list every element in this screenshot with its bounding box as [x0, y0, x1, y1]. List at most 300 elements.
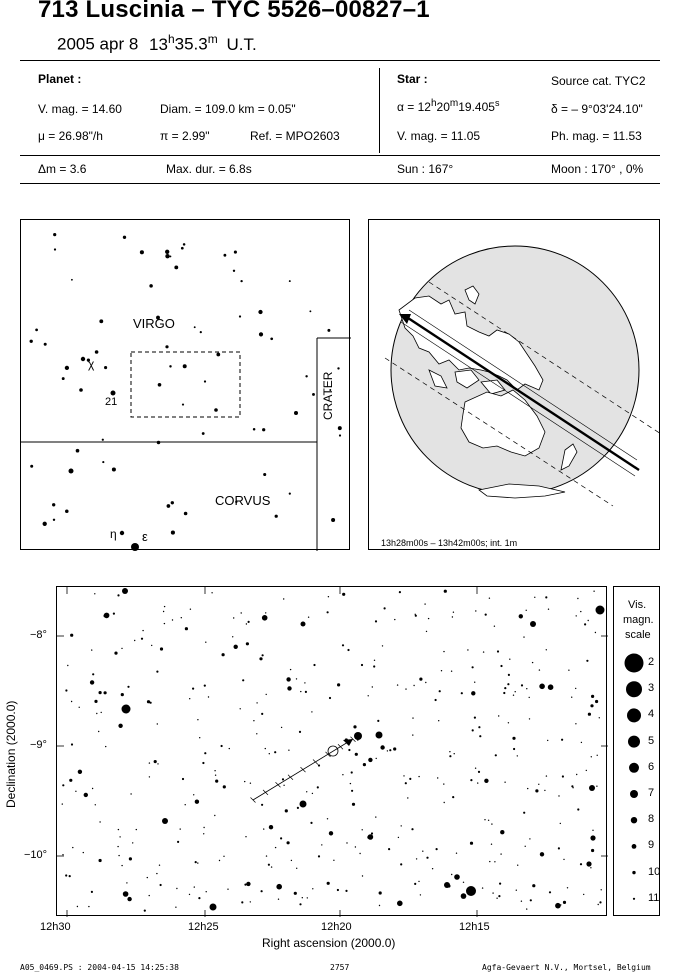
- field-star: [118, 724, 122, 728]
- path-time-mark: [338, 744, 343, 749]
- field-star: [84, 793, 88, 797]
- field-star: [425, 682, 426, 683]
- field-star: [310, 822, 312, 824]
- planet-mu: μ = 26.98"/h: [38, 129, 103, 143]
- field-star: [526, 688, 527, 689]
- label-eta: η: [110, 527, 117, 541]
- finder-star: [214, 408, 218, 412]
- field-star: [287, 841, 290, 844]
- field-star: [376, 732, 383, 739]
- finder-star: [339, 434, 341, 436]
- scale-label: 9: [648, 839, 655, 852]
- field-star: [593, 591, 594, 592]
- field-star: [259, 657, 262, 660]
- field-star: [504, 782, 505, 783]
- finder-star: [171, 501, 174, 504]
- field-star: [177, 841, 179, 843]
- field-star: [304, 682, 305, 683]
- field-star: [484, 779, 488, 783]
- planet-parallax: π = 2.99": [160, 129, 210, 143]
- field-star: [601, 889, 602, 890]
- field-star: [69, 875, 71, 877]
- event-datetime: [57, 32, 257, 55]
- field-star: [599, 717, 600, 718]
- field-star: [160, 884, 162, 886]
- field-star: [494, 861, 495, 862]
- finder-star: [99, 319, 103, 323]
- finder-chart: [20, 219, 350, 550]
- field-star: [117, 594, 119, 596]
- finder-star: [131, 543, 139, 551]
- field-star: [418, 776, 419, 777]
- field-star: [575, 688, 576, 689]
- field-star: [96, 713, 97, 714]
- field-star: [180, 828, 181, 829]
- field-star: [248, 621, 250, 623]
- field-star: [157, 763, 158, 764]
- field-star: [549, 891, 551, 893]
- field-star: [342, 644, 344, 646]
- finder-star: [102, 461, 104, 463]
- field-star: [347, 649, 349, 651]
- field-star: [288, 750, 289, 751]
- field-star: [351, 790, 353, 792]
- field-star: [503, 692, 505, 694]
- field-star: [489, 861, 490, 862]
- field-star: [529, 718, 530, 719]
- scale-label: 11: [648, 891, 660, 904]
- field-star: [532, 884, 535, 887]
- field-star: [71, 701, 72, 702]
- field-star: [250, 783, 251, 784]
- field-star: [195, 861, 197, 863]
- field-star: [215, 780, 218, 783]
- finder-star: [262, 428, 265, 431]
- field-star: [337, 683, 340, 686]
- field-star: [515, 691, 516, 692]
- scale-label: 7: [648, 787, 655, 799]
- finder-star: [216, 353, 220, 357]
- finder-star: [239, 315, 241, 317]
- field-star: [199, 737, 200, 738]
- header-rule-top: [20, 60, 660, 61]
- field-star: [203, 833, 204, 834]
- path-time-mark: [313, 760, 318, 765]
- field-star: [444, 802, 445, 803]
- max-duration: Max. dur. = 6.8s: [166, 162, 252, 176]
- finder-star: [331, 518, 335, 522]
- finder-star: [76, 449, 80, 453]
- globe-caption: 13h28m00s – 13h42m00s; int. 1m: [381, 538, 518, 548]
- field-star: [104, 613, 110, 619]
- field-star: [291, 860, 292, 861]
- field-star: [121, 648, 122, 649]
- field-star: [471, 691, 475, 695]
- star-delta: δ = – 9°03'24.10": [551, 102, 643, 116]
- alpha-s-unit: s: [494, 98, 500, 108]
- star-chart-svg: [57, 587, 608, 917]
- star-phmag: Ph. mag. = 11.53: [551, 129, 642, 143]
- field-star: [181, 617, 182, 618]
- field-star: [281, 727, 282, 728]
- field-star: [172, 619, 173, 620]
- field-star: [581, 742, 582, 743]
- field-star: [371, 832, 373, 834]
- finder-star: [309, 310, 311, 312]
- field-star: [560, 823, 561, 824]
- field-star: [420, 894, 421, 895]
- field-star: [149, 776, 150, 777]
- field-star: [176, 888, 177, 889]
- field-star: [223, 856, 224, 857]
- label-21: 21: [105, 396, 118, 408]
- field-star: [479, 735, 481, 737]
- field-star: [401, 825, 402, 826]
- finder-star: [327, 329, 330, 332]
- field-star: [157, 723, 158, 724]
- finder-star: [112, 467, 116, 471]
- field-star: [359, 853, 360, 854]
- field-star: [189, 894, 190, 895]
- field-star: [523, 812, 525, 814]
- field-star: [454, 874, 460, 880]
- field-star: [104, 691, 107, 694]
- field-star: [92, 673, 94, 675]
- field-star: [586, 770, 587, 771]
- field-star: [474, 717, 476, 719]
- field-star: [525, 846, 526, 847]
- field-star: [544, 790, 545, 791]
- field-star: [241, 901, 243, 903]
- field-star: [436, 848, 438, 850]
- field-star: [519, 614, 523, 618]
- field-star: [62, 803, 63, 804]
- field-star: [407, 797, 408, 798]
- finder-star: [71, 279, 73, 281]
- field-star: [548, 684, 554, 690]
- finder-star: [81, 357, 85, 361]
- field-star: [355, 753, 358, 756]
- path-time-mark: [301, 767, 306, 772]
- field-star: [206, 891, 207, 892]
- field-star: [517, 865, 518, 866]
- field-star: [299, 731, 301, 733]
- field-star: [185, 627, 188, 630]
- label-crater: CRATER: [321, 371, 335, 420]
- field-star: [463, 882, 464, 883]
- field-star: [294, 892, 297, 895]
- field-star: [190, 609, 191, 610]
- event-ut: U.T.: [226, 34, 257, 54]
- field-star: [546, 649, 547, 650]
- field-star: [449, 755, 451, 757]
- field-star: [214, 815, 215, 816]
- label-corvus: CORVUS: [215, 493, 271, 508]
- field-star: [94, 700, 97, 703]
- field-star: [300, 801, 307, 808]
- field-star: [95, 804, 96, 805]
- field-star: [147, 877, 148, 878]
- field-star: [415, 615, 417, 617]
- field-star: [516, 890, 517, 891]
- field-star: [398, 837, 399, 838]
- planet-ref: Ref. = MPO2603: [250, 129, 340, 143]
- field-star: [150, 702, 152, 704]
- label-epsilon: ε: [142, 529, 148, 544]
- field-star: [160, 647, 163, 650]
- field-star: [136, 829, 137, 830]
- field-star: [127, 897, 131, 901]
- field-star: [583, 894, 584, 895]
- field-star: [419, 678, 422, 681]
- field-star: [250, 901, 251, 902]
- field-star: [240, 708, 241, 709]
- finder-star: [120, 531, 124, 535]
- field-star: [483, 651, 484, 652]
- field-star: [69, 779, 72, 782]
- field-star: [312, 888, 313, 889]
- field-star: [210, 904, 217, 911]
- field-star: [495, 754, 497, 756]
- field-star: [117, 846, 118, 847]
- field-star: [351, 771, 353, 773]
- field-star: [475, 768, 476, 769]
- field-star: [500, 830, 504, 834]
- field-star: [130, 793, 131, 794]
- field-star: [121, 865, 122, 866]
- field-star: [127, 686, 129, 688]
- field-star: [354, 732, 362, 740]
- finder-star: [102, 439, 104, 441]
- field-star: [241, 612, 242, 613]
- finder-star: [35, 329, 38, 332]
- field-star: [507, 683, 509, 685]
- field-star: [361, 664, 363, 666]
- field-star: [443, 651, 444, 652]
- field-star: [508, 674, 510, 676]
- globe-svg: [369, 220, 661, 551]
- field-star: [447, 884, 450, 887]
- field-star: [94, 593, 95, 594]
- field-star: [426, 631, 427, 632]
- finder-star: [158, 383, 162, 387]
- field-star: [512, 737, 515, 740]
- field-star: [575, 723, 576, 724]
- path-time-mark: [288, 775, 293, 780]
- field-star: [428, 618, 429, 619]
- planet-diam: Diam. = 109.0 km = 0.05": [160, 102, 296, 116]
- finder-star: [223, 254, 226, 257]
- field-star: [266, 694, 267, 695]
- field-star: [342, 593, 345, 596]
- field-star: [182, 778, 184, 780]
- field-star: [437, 777, 438, 778]
- finder-star: [62, 377, 65, 380]
- field-star: [261, 890, 263, 892]
- field-star: [296, 678, 297, 679]
- field-star: [265, 748, 266, 749]
- finder-star: [183, 243, 186, 246]
- field-star: [526, 610, 527, 611]
- field-star: [485, 614, 487, 616]
- field-star: [441, 670, 442, 671]
- field-star: [275, 847, 276, 848]
- field-star: [122, 705, 131, 714]
- field-star: [302, 897, 303, 898]
- field-star: [598, 904, 599, 905]
- field-star: [586, 660, 588, 662]
- finder-star: [30, 340, 33, 343]
- field-star: [333, 860, 334, 861]
- finder-star: [259, 332, 263, 336]
- field-star: [478, 771, 480, 773]
- field-star: [497, 650, 499, 652]
- finder-star: [79, 388, 83, 392]
- field-star: [268, 864, 270, 866]
- finder-star: [234, 251, 237, 254]
- field-star: [590, 835, 595, 840]
- finder-star: [123, 236, 126, 239]
- star-source: Source cat. TYC2: [551, 74, 646, 88]
- field-star: [99, 821, 100, 822]
- hour-unit: h: [167, 32, 175, 46]
- scale-label: 3: [648, 682, 655, 695]
- field-star: [342, 774, 343, 775]
- field-star: [185, 804, 186, 805]
- field-star: [114, 652, 117, 655]
- field-star: [256, 733, 257, 734]
- field-star: [101, 712, 102, 713]
- field-star: [91, 891, 93, 893]
- field-star: [313, 664, 315, 666]
- field-star: [189, 698, 190, 699]
- field-star: [274, 751, 276, 753]
- field-star: [327, 818, 328, 819]
- field-star: [530, 899, 532, 901]
- field-star: [308, 617, 309, 618]
- event-date: 2005 apr 8: [57, 34, 139, 54]
- field-star: [413, 685, 414, 686]
- field-star: [307, 897, 308, 898]
- field-star: [350, 783, 351, 784]
- field-star: [300, 691, 301, 692]
- field-star: [121, 693, 124, 696]
- field-star: [265, 612, 266, 613]
- field-star: [91, 649, 92, 650]
- scale-label: 2: [648, 656, 655, 668]
- minute-unit: m: [207, 32, 218, 46]
- field-star: [197, 719, 198, 720]
- field-star: [438, 720, 439, 721]
- finder-star: [263, 473, 266, 476]
- field-star: [456, 853, 457, 854]
- page-title: 713 Luscinia – TYC 5526–00827–1: [38, 0, 430, 23]
- field-star: [453, 612, 454, 613]
- finder-star: [240, 280, 242, 282]
- field-star: [558, 795, 559, 796]
- field-star: [144, 910, 146, 912]
- field-star: [548, 609, 549, 610]
- finder-star: [69, 469, 74, 474]
- field-star: [375, 816, 376, 817]
- field-star: [526, 908, 527, 909]
- field-star: [377, 720, 379, 722]
- field-star: [580, 611, 581, 612]
- finder-star: [184, 512, 188, 516]
- scale-dot: [631, 817, 637, 823]
- finder-star: [258, 310, 262, 314]
- moon-elongation: Moon : 170° , 0%: [551, 162, 644, 176]
- field-star: [195, 800, 199, 804]
- field-star: [113, 613, 115, 615]
- field-star: [223, 785, 226, 788]
- field-star: [454, 753, 455, 754]
- finder-star: [165, 254, 169, 258]
- scale-title-scale: scale: [625, 629, 651, 641]
- finder-star: [44, 343, 47, 346]
- field-star: [357, 739, 358, 740]
- field-star: [426, 857, 428, 859]
- field-star: [271, 866, 272, 867]
- zoom-area-frame: [131, 352, 240, 417]
- field-star: [494, 626, 495, 627]
- field-star: [129, 857, 132, 860]
- field-star: [62, 784, 64, 786]
- field-star: [452, 796, 454, 798]
- field-star: [154, 760, 157, 763]
- field-star: [290, 669, 291, 670]
- field-star: [513, 748, 515, 750]
- field-star: [595, 700, 598, 703]
- finder-star: [174, 265, 178, 269]
- field-star: [318, 855, 320, 857]
- field-star: [244, 781, 245, 782]
- finder-star: [65, 366, 69, 370]
- field-star: [452, 616, 453, 617]
- field-star: [375, 620, 377, 622]
- field-star: [282, 778, 284, 780]
- field-star: [367, 836, 370, 839]
- field-star: [219, 860, 220, 861]
- field-star: [285, 809, 288, 812]
- field-star: [126, 882, 127, 883]
- field-star: [418, 881, 419, 882]
- field-star: [263, 828, 264, 829]
- field-star: [280, 837, 282, 839]
- field-star: [472, 729, 474, 731]
- path-marks: [251, 737, 356, 803]
- scale-dot: [632, 844, 637, 849]
- scale-dots: [625, 654, 644, 900]
- path-time-mark: [263, 790, 268, 795]
- scale-dot: [627, 708, 641, 722]
- field-star: [296, 868, 297, 869]
- scale-label: 10: [648, 865, 661, 878]
- dec-tick-8: −8°: [30, 629, 47, 641]
- finder-star: [171, 531, 175, 535]
- field-star: [211, 592, 212, 593]
- finder-star: [30, 465, 33, 468]
- field-star: [327, 882, 330, 885]
- field-star: [530, 621, 536, 627]
- field-star: [563, 901, 566, 904]
- field-star: [435, 699, 437, 701]
- field-star: [297, 807, 299, 809]
- ra-tick-1225: 12h25: [188, 921, 219, 933]
- field-star: [589, 785, 595, 791]
- scale-dot: [633, 898, 635, 900]
- field-star: [234, 645, 238, 649]
